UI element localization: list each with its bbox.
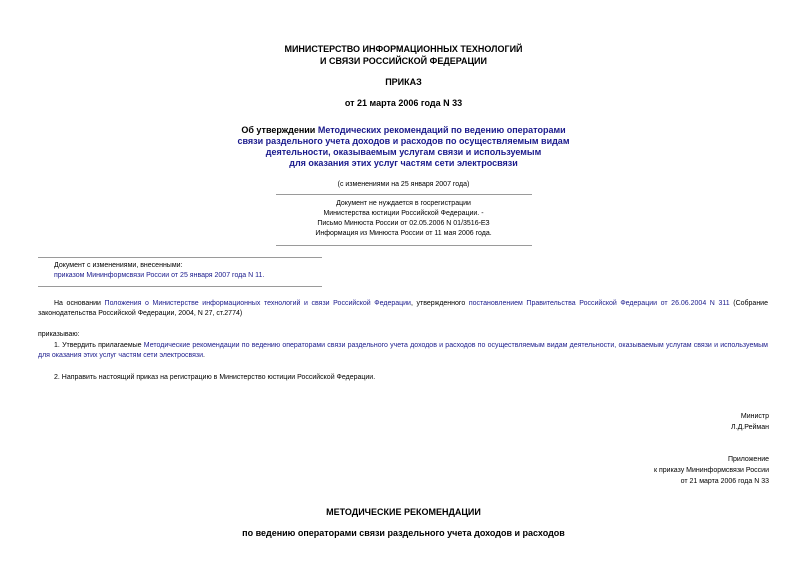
ministry-name-line2: И СВЯЗИ РОССИЙСКОЙ ФЕДЕРАЦИИ bbox=[320, 56, 487, 66]
registration-line3: Письмо Минюста России от 02.05.2006 N 01/3516-ЕЗ bbox=[317, 220, 490, 227]
basis-paragraph bbox=[38, 299, 768, 319]
title-prefix: Об утверждении bbox=[241, 125, 318, 135]
changes-note: (с изменениями на 25 января 2007 года) bbox=[337, 181, 470, 188]
registration-line4: Информация из Минюста России от 11 мая 2006 года. bbox=[315, 230, 492, 237]
recommendations-title: МЕТОДИЧЕСКИЕ РЕКОМЕНДАЦИИ bbox=[326, 507, 481, 517]
appendix-line3: от 21 марта 2006 года N 33 bbox=[680, 478, 769, 485]
registration-line1: Документ не нуждается в госрегистрации bbox=[336, 200, 471, 207]
divider-bottom bbox=[276, 245, 532, 246]
item2-paragraph: 2. Направить настоящий приказ на регистрацию в Министерство юстиции Российской Федерации. bbox=[54, 374, 376, 381]
item1-text1: 1. Утвердить прилагаемые bbox=[54, 342, 144, 349]
amendments-link[interactable]: приказом Мининформсвязи России от 25 января 2007 года N 11. bbox=[54, 272, 265, 279]
divider-top bbox=[276, 194, 532, 195]
order-date-number: от 21 марта 2006 года N 33 bbox=[344, 98, 463, 108]
recommendations-subtitle: по ведению операторами связи раздельного учета доходов и расходов bbox=[242, 528, 565, 538]
document-title-line4[interactable]: для оказания этих услуг частям сети электросвязи bbox=[289, 158, 518, 168]
basis-text2: , утвержденного bbox=[410, 300, 469, 307]
signature-position: Министр bbox=[740, 413, 769, 420]
item1-paragraph bbox=[38, 341, 768, 361]
appendix-line2: к приказу Мининформсвязи России bbox=[653, 467, 769, 474]
appendix-line1: Приложение bbox=[727, 456, 769, 463]
document-title-line1 bbox=[0, 125, 807, 136]
item1-text2: . bbox=[203, 352, 205, 359]
basis-link-resolution[interactable]: постановлением Правительства Российской Федерации от 26.06.2004 N 311 bbox=[468, 300, 730, 307]
order-word: приказываю: bbox=[38, 331, 80, 338]
signature-name: Л.Д.Рейман bbox=[731, 424, 769, 431]
document-title-line3[interactable]: деятельности, оказываемым услугам связи и используемым bbox=[265, 147, 542, 157]
document-title-line2[interactable]: связи раздельного учета доходов и расходов по осуществляемым видам bbox=[237, 136, 570, 146]
basis-link-regulation[interactable]: Положения о Министерстве информационных технологий и связи Российской Федерации bbox=[104, 300, 411, 307]
order-heading: ПРИКАЗ bbox=[385, 77, 422, 87]
amendments-label: Документ с изменениями, внесенными: bbox=[54, 262, 183, 269]
basis-text1: На основании bbox=[54, 300, 105, 307]
title-link-recommendations[interactable]: Методических рекомендаций по ведению операторами bbox=[317, 125, 566, 135]
amendments-divider-bottom bbox=[38, 286, 322, 287]
amendments-divider-top bbox=[38, 257, 322, 258]
basis-text3: (Собрание законодательства Российской Федерации, 2004, N 27, ст.2774) bbox=[38, 300, 768, 317]
item1-link-recommendations[interactable]: Методические рекомендации по ведению операторами связи раздельного учета доходов и расходов по осуществляемым видам деятельности, оказываемым услугам связи и используемым для оказания этих услуг частям сети электросвязи bbox=[38, 342, 768, 359]
ministry-name-line1: МИНИСТЕРСТВО ИНФОРМАЦИОННЫХ ТЕХНОЛОГИЙ bbox=[284, 44, 523, 54]
registration-line2: Министерства юстиции Российской Федерации. - bbox=[323, 210, 484, 217]
